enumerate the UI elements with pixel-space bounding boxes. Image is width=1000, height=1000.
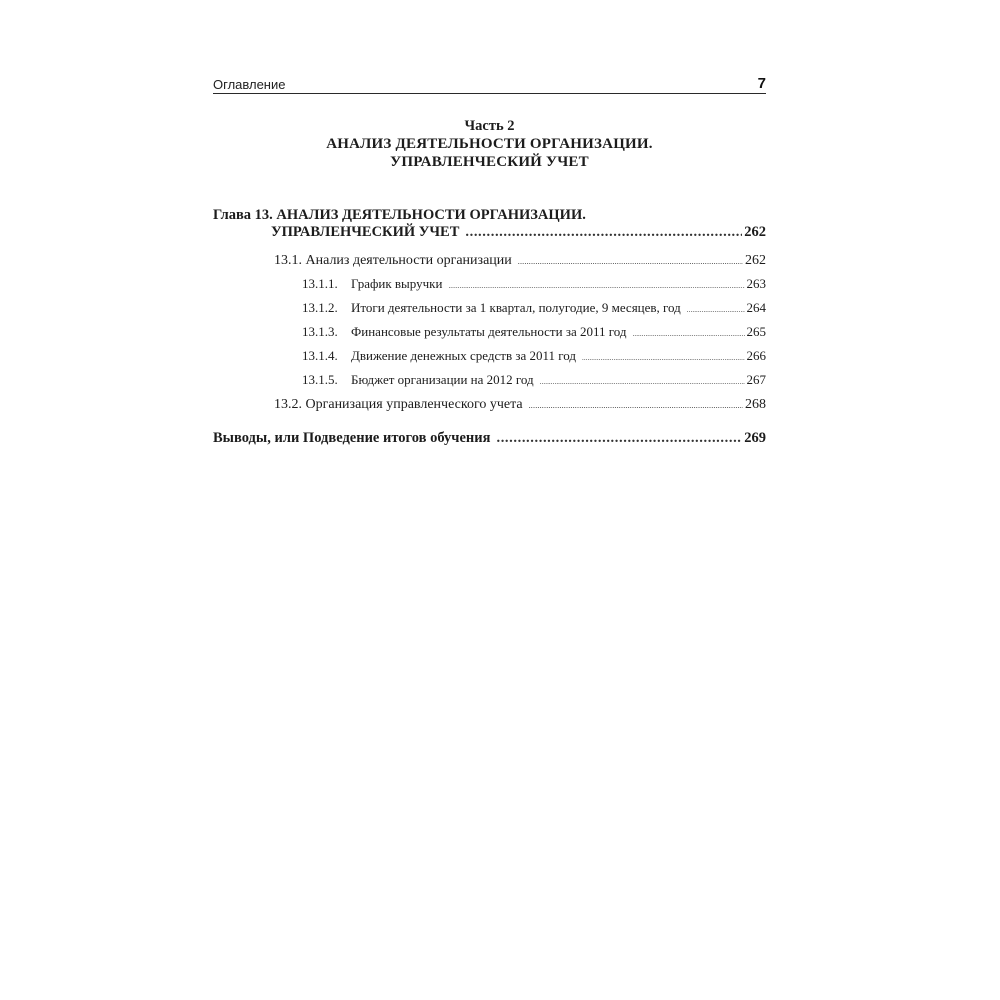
dot-leader — [633, 324, 745, 345]
dot-leader — [529, 396, 743, 416]
toc-subsection[interactable] — [213, 321, 766, 345]
subsection-page-number: 264 — [746, 300, 766, 315]
chapter-page-number: 262 — [744, 224, 766, 240]
dot-leader — [496, 429, 742, 447]
toc-subsection[interactable] — [213, 345, 766, 369]
table-of-contents — [213, 206, 766, 447]
toc-subsection-list — [213, 273, 766, 393]
toc-subsection[interactable] — [213, 369, 766, 393]
subsection-title: Итоги деятельности за 1 квартал, полугодие, 9 месяцев, год — [351, 300, 681, 315]
subsection-page-number: 265 — [746, 324, 766, 339]
subsection-page-number: 266 — [746, 348, 766, 363]
page-number: 7 — [757, 75, 766, 92]
subsection-title: График выручки — [351, 276, 443, 291]
dot-leader — [518, 252, 743, 272]
dot-leader — [582, 348, 744, 369]
section-page-number: 262 — [745, 253, 766, 268]
dot-leader — [448, 276, 744, 297]
subsection-number: 13.1.4. — [302, 348, 338, 363]
subsection-title: Финансовые результаты деятельности за 2011 год — [351, 324, 627, 339]
subsection-number: 13.1.3. — [302, 324, 338, 339]
subsection-number: 13.1.2. — [302, 300, 338, 315]
part-heading — [213, 118, 766, 171]
subsection-title: Движение денежных средств за 2011 год — [351, 348, 577, 363]
subsection-title: Бюджет организации на 2012 год — [351, 372, 534, 387]
toc-subsection[interactable] — [213, 297, 766, 321]
subsection-number: 13.1.1. — [302, 276, 338, 291]
subsection-page-number: 267 — [746, 372, 766, 387]
toc-section-13-2[interactable] — [213, 395, 766, 416]
toc-subsection[interactable] — [213, 273, 766, 297]
chapter-title-line-1: Глава 13. АНАЛИЗ ДЕЯТЕЛЬНОСТИ ОРГАНИЗАЦИИ. — [213, 207, 586, 223]
section-title: 13.1. Анализ деятельности организации — [274, 253, 512, 268]
subsection-number: 13.1.5. — [302, 372, 338, 387]
running-head — [213, 72, 766, 94]
section-title: 13.2. Организация управленческого учета — [274, 397, 523, 412]
dot-leader — [540, 372, 745, 393]
conclusion-page-number: 269 — [744, 430, 766, 446]
dot-leader — [465, 224, 742, 241]
part-title-line-1: АНАЛИЗ ДЕЯТЕЛЬНОСТИ ОРГАНИЗАЦИИ. — [326, 136, 653, 152]
section-page-number: 268 — [745, 397, 766, 412]
part-title-line-2: УПРАВЛЕНЧЕСКИЙ УЧЕТ — [390, 154, 589, 170]
dot-leader — [687, 300, 745, 321]
running-head-section: Оглавление — [213, 77, 286, 92]
toc-section-13-1[interactable] — [213, 251, 766, 272]
chapter-title-line-2: УПРАВЛЕНЧЕСКИЙ УЧЕТ — [271, 224, 460, 240]
conclusion-title: Выводы, или Подведение итогов обучения — [213, 430, 491, 446]
book-page — [213, 72, 766, 447]
part-label: Часть 2 — [464, 118, 515, 134]
toc-chapter-13[interactable] — [213, 206, 766, 241]
subsection-page-number: 263 — [746, 276, 766, 291]
toc-conclusion[interactable] — [213, 429, 766, 447]
